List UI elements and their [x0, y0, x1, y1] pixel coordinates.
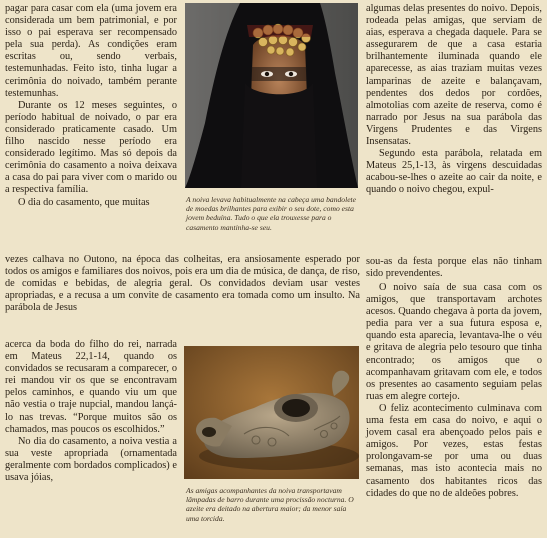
bride-photo-caption: A noiva levava habitualmente na cabeça uma bandolete de moedas brilhantes para exibir o seu dote, como esta jovem beduína. Tudo o que ela trouxesse para o casamento mantinha-se seu.	[186, 195, 357, 232]
left-column-top	[5, 3, 177, 209]
paragraph: acerca da boda do filho do rei, narrada em Mateus 22,1-14, quando os convidados se recusaram a comparecer, o rei mandou vir os que se encontravam pelos caminhos, e quando viu um que não vestia o traje nupcial, mandou lançá-lo nas trevas. “Porque muitos são os chamados, mas poucos os escolhidos.”	[5, 339, 177, 435]
right-column-bottom	[366, 282, 542, 500]
paragraph: O dia do casamento, que muitas	[18, 196, 150, 208]
bride-photo-image	[185, 3, 358, 188]
oil-lamp-caption: As amigas acompanhantes da noiva transportavam lâmpadas de barro durante uma procissão nocturna. O azeite era deitado na abertura maior; da menor saía uma torcida.	[186, 486, 354, 523]
wide-paragraph: vezes calhava no Outono, na época das colheitas, era ansiosamente esperado por todos os amigos e familiares dos noivos, pois era um dia de música, de dança, de riso, de comidas e bebidas, de alegria geral. Os convidados deviam usar vestes apropriadas, e a recusa a um convite de casamento era tomada como um insulto. Na parábola de Jesus	[5, 254, 360, 314]
paragraph: Durante os 12 meses seguintes, o período habitual de noivado, o par era considerado praticamente casado. Um filho nascido nesse período era considerado legítimo. Mas só depois da cerimônia do casamento a noiva deixava a casa do pai para viver com o marido ou a respectiva família.	[5, 99, 177, 196]
oil-lamp-photo	[184, 346, 359, 479]
paragraph: O feliz acontecimento culminava com uma festa em casa do noivo, e aqui o jovem casal era abençoado pelos pais e amigos. Por vezes, estas festas prolongavam-se por uma ou duas semanas, mas isto acontecia mais no casamento dos habitantes ricos das cidades do que no de aldeões pobres.	[366, 402, 542, 499]
paragraph: No dia do casamento, a noiva vestia a sua veste apropriada (ornamentada geralmente com bordados complicados) e usava jóias,	[5, 435, 177, 484]
paragraph: Segundo esta parábola, relatada em Mateus 25,1-13, às virgens descuidadas acabou-se-lhes o azeite ao cair da noite, e quando o noivo chegou, expul-	[366, 148, 542, 196]
bride-photo	[185, 3, 358, 188]
paragraph: pagar para casar com ela (uma jovem era considerada um bem patrimonial, e por isso o pai esperava ser recompensado pela sua perda). As condições eram escritas ou, sendo verbais, testemunhadas. Feito isto, tinha lugar a cerimônia do noivado, também perante testemunhas.	[5, 3, 177, 99]
paragraph: O noivo saía de sua casa com os amigos, que transportavam archotes acesos. Quando chegava à porta da jovem, pedia para ver a sua futura esposa e, quando esta aparecia, levantava-lhe o véu e gritava de alegria pelo tesouro que tinha encontrado; os amigos que o acompanhavam gritavam com ele, e todos os presentes ao casamento seguiam pelas ruas em alegre cortejo.	[366, 282, 542, 402]
oil-lamp-image	[184, 346, 359, 479]
paragraph: algumas delas presentes do noivo. Depois, rodeada pelas amigas, que serviam de aias, esperava a chegada daquele. Para se assegurarem de que a casa estaria brilhantemente iluminada quando ele aparecesse, as aias traziam muitas vezes lamparinas de azeite e balançavam, pendentes dos dedos por cordões, almotolias com azeite de reserva, como é narrado por Jesus na sua parábola das Virgens Prudentes e das Virgens Insensatas.	[366, 3, 542, 148]
left-column-bottom	[5, 339, 177, 484]
right-column-top	[366, 3, 542, 197]
right-paragraph-continuation: sou-as da festa porque elas não tinham sido prevendentes.	[366, 256, 542, 280]
